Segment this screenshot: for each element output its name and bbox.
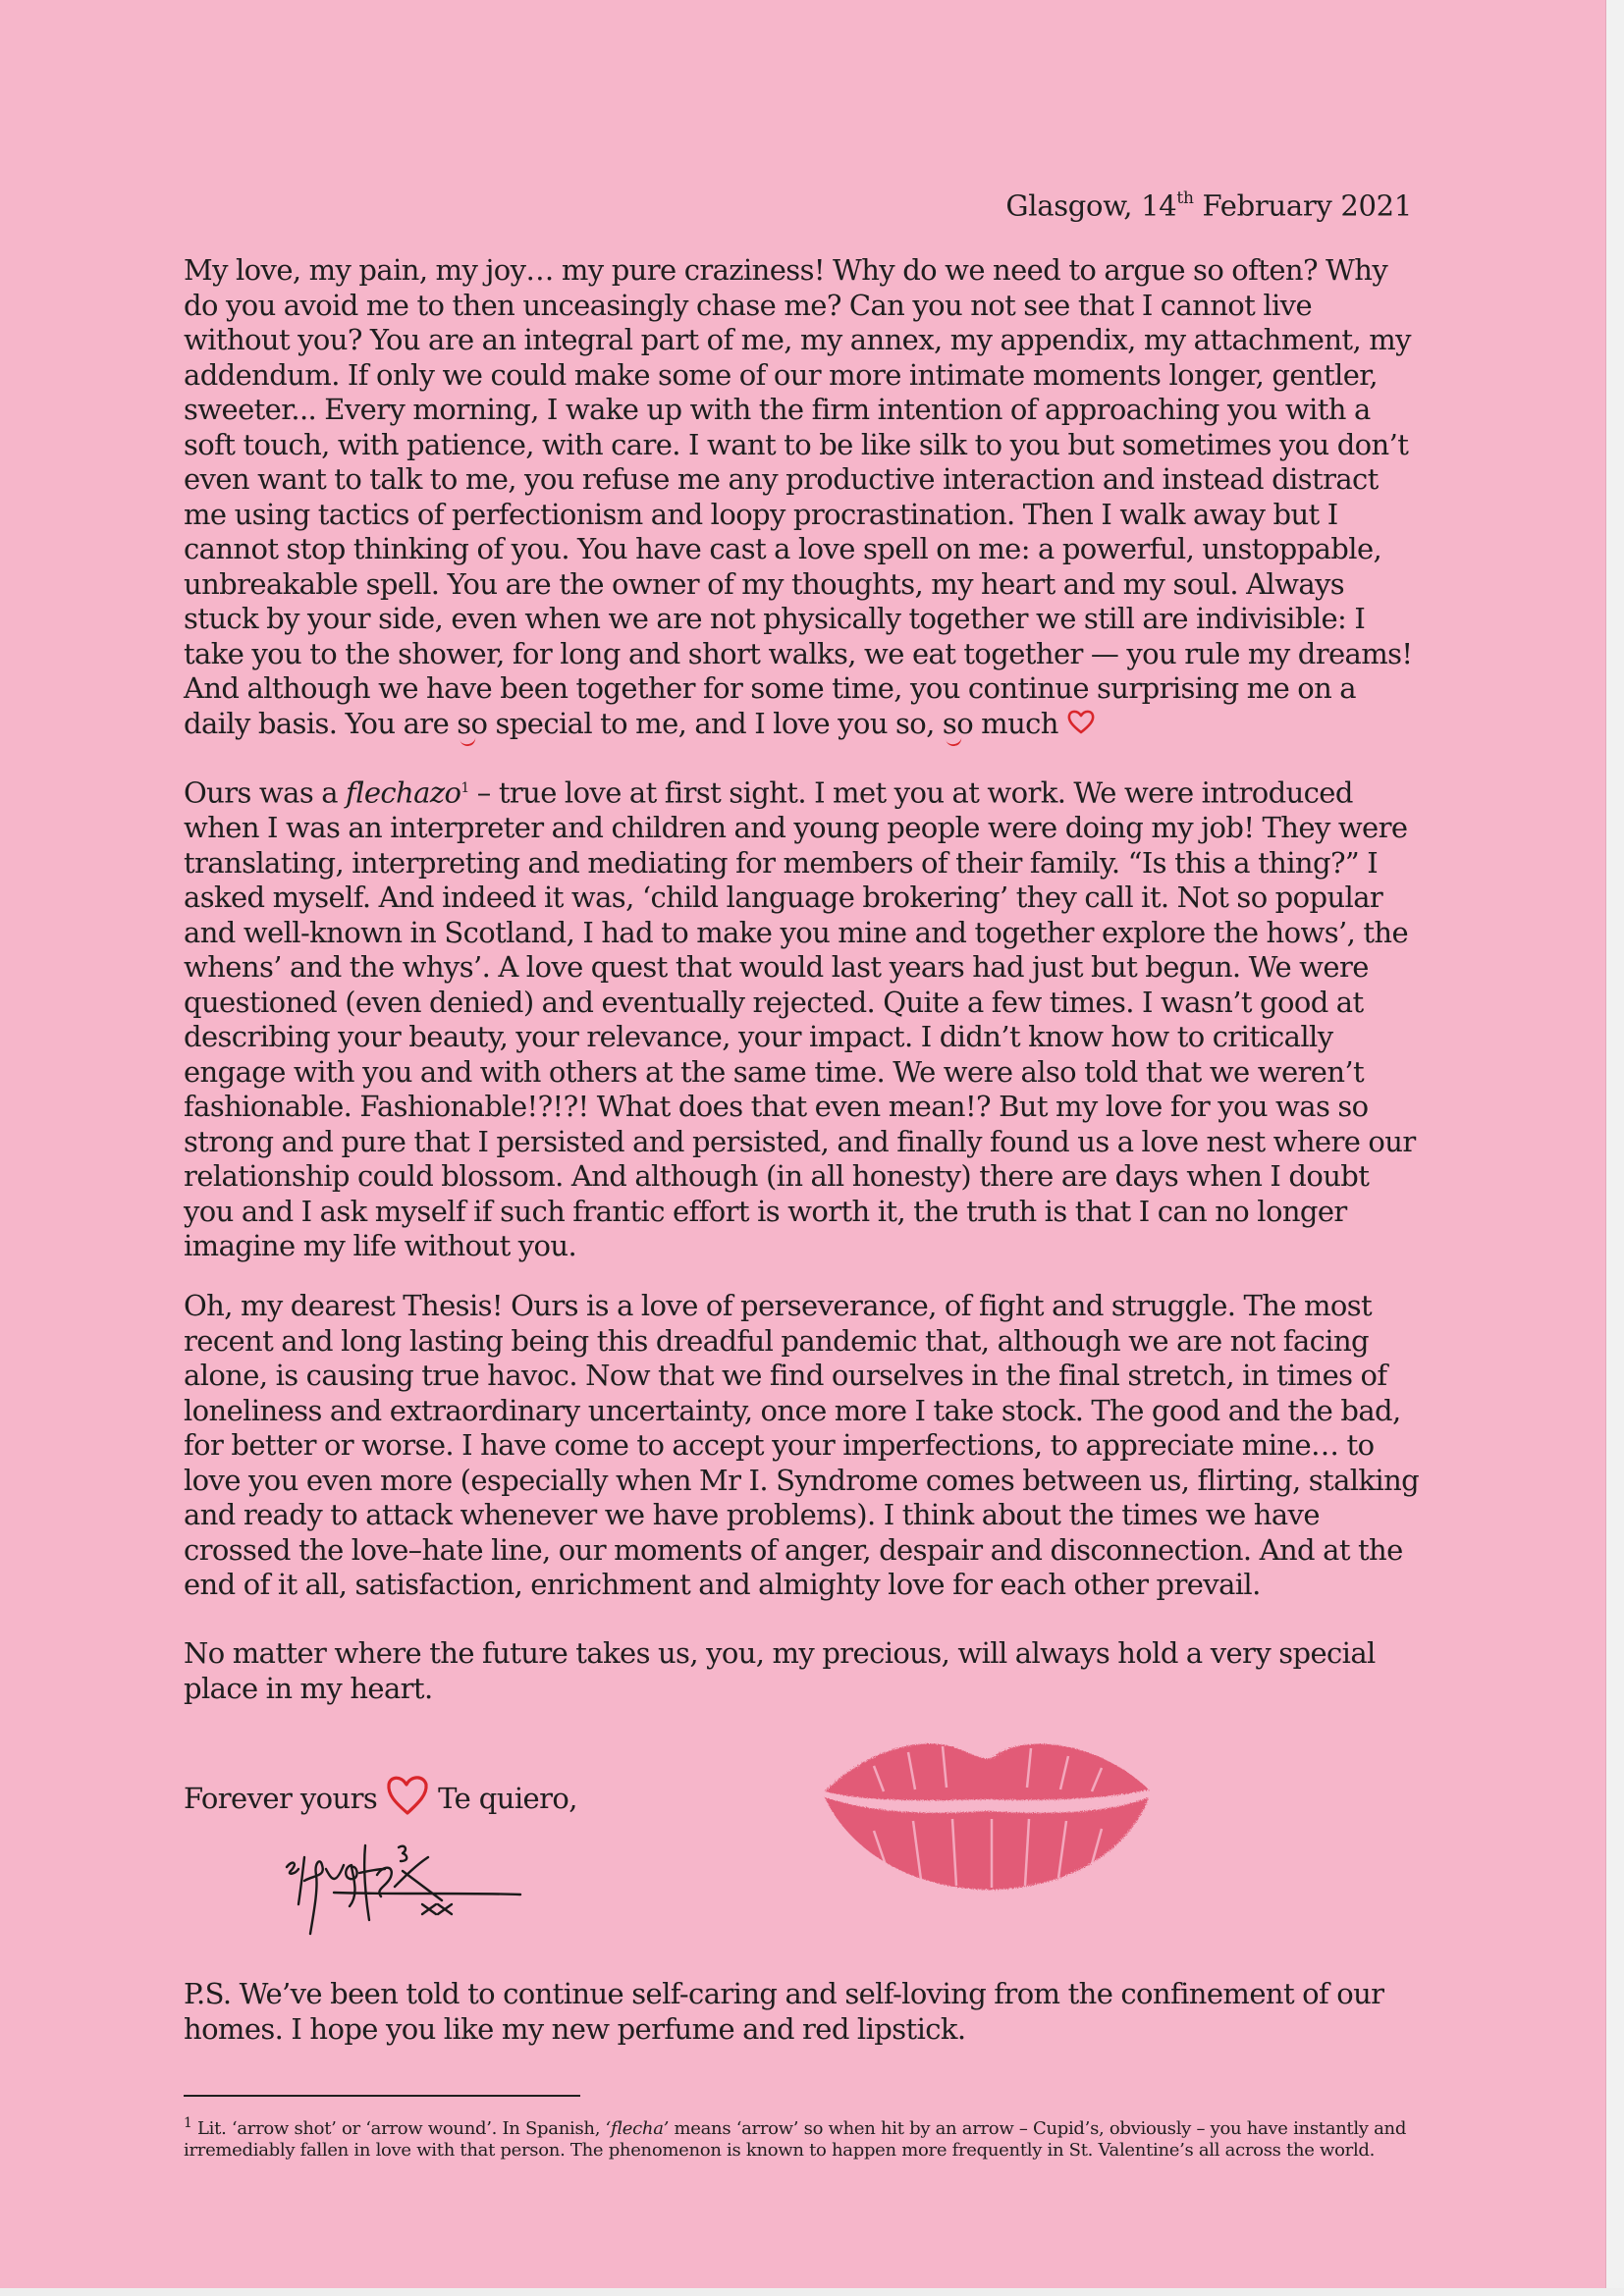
paragraph-1-text-b: special to me, and I love you so, (487, 706, 943, 740)
paragraph-2-text-a: Ours was a (184, 775, 347, 810)
flechazo-term: flechazo (346, 775, 461, 810)
footnote-text-a: Lit. ‘arrow shot’ or ‘arrow wound’. In Spanish, (191, 2118, 606, 2139)
date-prefix: Glasgow, 14 (1005, 188, 1177, 223)
closing-line (184, 1773, 577, 1824)
paragraph-2-text-b: – true love at first sight. I met you at work. We were introduced when I was an interpreter and children and young people were doing my job! They were translating, interpreting and mediating for members of their family. “Is this a thing?” I asked myself. And indeed it was, ‘child language brokering’ they call it. Not so popular and well-known in Scotland, I had to make you mine and together explore the hows’, the whens’ and the whys’. A love quest that would last years had just but begun. We were questioned (even denied) and eventually rejected. Quite a few times. I wasn’t good at describing your beauty, your relevance, your impact. I didn’t know how to critically engage with you and with others at the same time. We were also told that we weren’t fashionable. Fashionable!?!?! What does that even mean!? But my love for you was so strong and pure that I persisted and persisted, and finally found us a love nest where our relationship could blossom. And although (in all honesty) there are days when I doubt you and I ask myself if such frantic effort is worth it, the truth is that I can no longer imagine my life without you. (184, 775, 1416, 1263)
closing-te-quiero: Te quiero, (438, 1782, 577, 1815)
handwritten-signature (275, 1836, 530, 1957)
paragraph-1-text-c: much (973, 706, 1058, 740)
date-ordinal: th (1176, 188, 1194, 208)
paragraph-1 (184, 253, 1423, 742)
paragraph-4: No matter where the future takes us, you, my precious, will always hold a very special place in my heart. (184, 1636, 1376, 1705)
letter-date (1005, 183, 1412, 224)
scanner-bottom-edge (0, 2288, 1624, 2296)
underlined-so-2: so (942, 706, 974, 740)
heart-icon (385, 1773, 430, 1824)
underlined-so-1: so (457, 706, 488, 740)
footnote-number: 1 (184, 2115, 192, 2131)
paragraph-2 (184, 772, 1423, 1264)
paragraph-1-text: My love, my pain, my joy… my pure craziness! Why do we need to argue so often? Why do you avoid me to then unceasingly chase me? Can you not see that I cannot live without you? You are an integral part of me, my annex, my appendix, my attachment, my addendum. If only we could make some of our more intimate moments longer, gentler, sweeter... Every morning, I wake up with the firm intention of approaching you with a soft touch, with patience, with care. I want to be like silk to you but sometimes you don’t even want to talk to me, you refuse me any productive interaction and instead distract me using tactics of perfectionism and loopy procrastination. Then I walk away but I cannot stop thinking of you. You have cast a love spell on me: a powerful, unstoppable, unbreakable spell. You are the owner of my thoughts, my heart and my soul. Always stuck by your side, even when we are not physically together we still are indivisible: I take you to the shower, for long and short walks, we eat together — you rule my dreams! And although we have been together for some time, you continue surprising me on a daily basis. You are (184, 253, 1413, 740)
footnote-reference[interactable]: 1 (460, 780, 469, 796)
footnote-text-b: means ‘arrow’ so when hit by an arrow – Cupid’s, obviously – you have instantly and irremediably fallen in love with that person. The phenomenon is known to happen more frequently in St. Valentine’s all across the world. (184, 2118, 1407, 2161)
footnote-term: ‘flecha’ (605, 2118, 670, 2139)
closing-forever-yours: Forever yours (184, 1782, 378, 1815)
postscript: P.S. We’ve been told to continue self-caring and self-loving from the confinement of our homes. I hope you like my new perfume and red lipstick. (184, 1977, 1384, 2046)
lipstick-kiss-mark (815, 1723, 1159, 1903)
heart-icon (1066, 708, 1096, 743)
date-suffix: February 2021 (1193, 188, 1412, 223)
footnote (184, 2112, 1423, 2162)
paragraph-3: Oh, my dearest Thesis! Ours is a love of perseverance, of fight and struggle. The most recent and long lasting being this dreadful pandemic that, although we are not facing alone, is causing true havoc. Now that we find ourselves in the final stretch, in times of loneliness and extraordinary uncertainty, once more I take stock. The good and the bad, for better or worse. I have come to accept your imperfections, to appreciate mine… to love you even more (especially when Mr I. Syndrome comes between us, flirting, stalking and ready to attack whenever we have problems). I think about the times we have crossed the love–hate line, our moments of anger, despair and disconnection. And at the end of it all, satisfaction, enrichment and almighty love for each other prevail. (184, 1289, 1420, 1601)
footnote-divider (184, 2095, 580, 2097)
scanner-edge (1605, 0, 1624, 2296)
